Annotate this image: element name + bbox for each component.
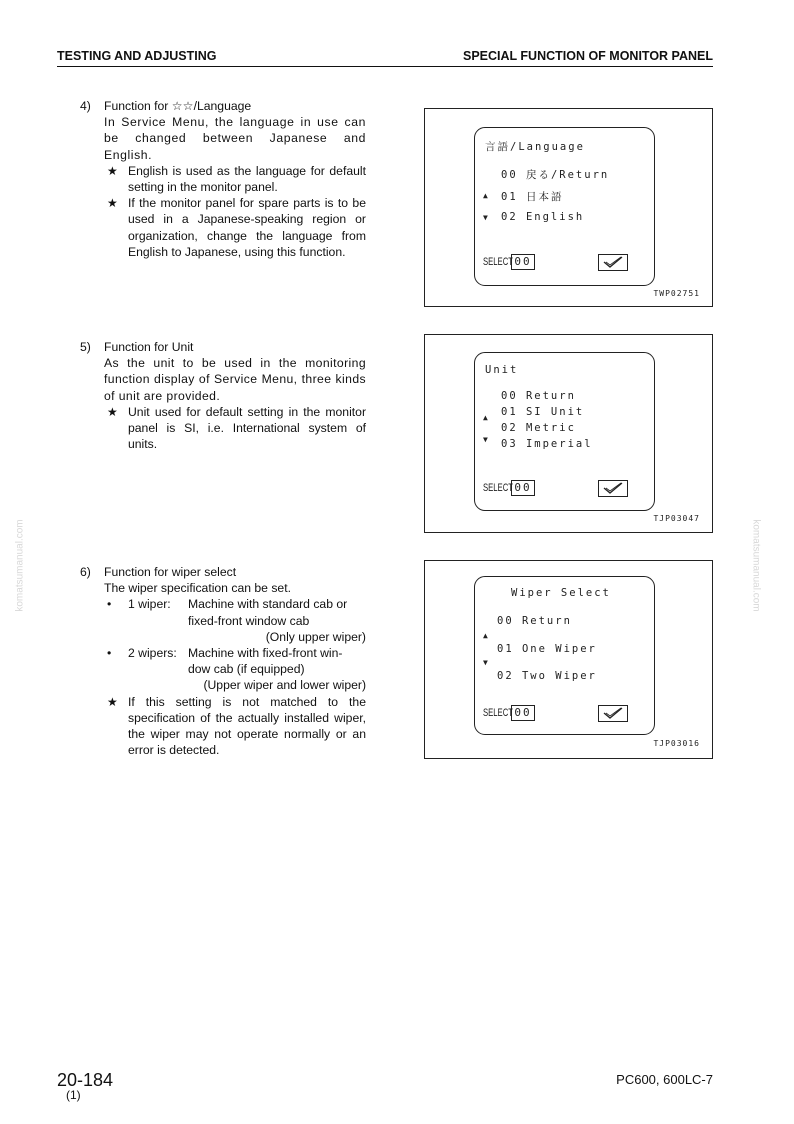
select-value: 00: [511, 254, 535, 270]
section-language: [80, 98, 366, 260]
section-unit: [80, 339, 366, 452]
bullet-icon: •: [107, 646, 112, 661]
figure-code: TWP02751: [653, 289, 700, 298]
check-icon: [598, 254, 628, 271]
select-label: SELECT: [483, 482, 513, 494]
down-arrow-icon: ▼: [483, 435, 488, 444]
down-arrow-icon: ▼: [483, 213, 488, 222]
model-name: PC600, 600LC-7: [616, 1072, 713, 1087]
star-icon: ★: [107, 196, 118, 211]
check-icon: [598, 480, 628, 497]
section-number: 5): [80, 340, 91, 354]
monitor-screen: [474, 127, 655, 286]
section-number: 6): [80, 565, 91, 579]
screen-title: Unit: [485, 364, 519, 376]
watermark-left: komatsumanual.com: [14, 519, 26, 612]
star-icon: ★: [107, 694, 118, 709]
star-icon: ★: [107, 404, 118, 419]
note-item: ★ Unit used for default setting in the monitor panel is SI, i.e. International system of units.: [107, 404, 366, 452]
watermark-right: komatsumanual.com: [750, 519, 762, 612]
down-arrow-icon: ▼: [483, 658, 488, 667]
bullet-icon: •: [107, 597, 112, 612]
section-paragraph: In Service Menu, the language in use can be changed between Japanese and English.: [104, 115, 366, 162]
note-item: ★ If the monitor panel for spare parts is to be used in a Japanese-speaking region or organization, change the language from English to Japanese, using this function.: [107, 196, 366, 259]
menu-item: 01 One Wiper: [497, 643, 597, 655]
menu-item: 00 Return: [501, 390, 576, 402]
select-label: SELECT: [483, 707, 513, 719]
figure-code: TJP03047: [653, 514, 700, 523]
section-title: Function for wiper select: [104, 565, 237, 579]
page-number: 20-184: [57, 1070, 114, 1090]
section-paragraph: As the unit to be used in the monitoring function display of Service Menu, three kinds of unit are provided.: [104, 356, 366, 403]
menu-item: 03 Imperial: [501, 438, 593, 450]
section-wiper: [80, 564, 366, 758]
menu-item: 01 SI Unit: [501, 406, 585, 418]
menu-item: 02 Metric: [501, 422, 576, 434]
section-paragraph: The wiper specification can be set.: [104, 581, 291, 596]
header-section-title: TESTING AND ADJUSTING: [57, 49, 217, 63]
monitor-screen: [474, 576, 655, 735]
select-indicator: [483, 254, 535, 270]
section-number: 4): [80, 99, 91, 113]
note-item: ★ English is used as the language for default setting in the monitor panel.: [107, 163, 366, 195]
section-title: Function for Unit: [104, 340, 194, 354]
page-header: [57, 48, 713, 67]
up-arrow-icon: ▲: [483, 413, 488, 422]
select-indicator: [483, 480, 535, 496]
screen-title: Wiper Select: [511, 587, 611, 599]
select-label: SELECT: [483, 256, 513, 268]
select-value: 00: [511, 480, 535, 496]
menu-item: 00 戻る/Return: [501, 169, 610, 181]
section-title: Function for ☆☆/Language: [104, 99, 252, 113]
note-item: ★ If this setting is not matched to the specification of the actually installed wiper, the wiper may not operate normally or an error is detected.: [107, 694, 366, 758]
screen-title: 言語/Language: [485, 141, 585, 153]
figure-unit-screen: [424, 334, 713, 533]
menu-item: 02 Two Wiper: [497, 670, 597, 682]
check-icon: [598, 705, 628, 722]
menu-item: 02 English: [501, 211, 585, 223]
up-arrow-icon: ▲: [483, 191, 488, 200]
bullet-item: • 2 wipers: Machine with fixed-front win- dow cab (if equipped) (Upper wiper and lower wiper): [107, 646, 366, 693]
figure-code: TJP03016: [653, 739, 700, 748]
figure-language-screen: [424, 108, 713, 307]
up-arrow-icon: ▲: [483, 631, 488, 640]
select-value: 00: [511, 705, 535, 721]
select-indicator: [483, 705, 535, 721]
header-chapter-title: SPECIAL FUNCTION OF MONITOR PANEL: [462, 49, 713, 63]
menu-item: 01 日本語: [501, 191, 564, 203]
revision-number: (1): [66, 1088, 81, 1102]
menu-item: 00 Return: [497, 615, 572, 627]
monitor-screen: [474, 352, 655, 511]
bullet-item: • 1 wiper: Machine with standard cab or fixed-front window cab (Only upper wiper): [107, 597, 366, 644]
figure-wiper-screen: [424, 560, 713, 759]
star-icon: ★: [107, 163, 118, 178]
